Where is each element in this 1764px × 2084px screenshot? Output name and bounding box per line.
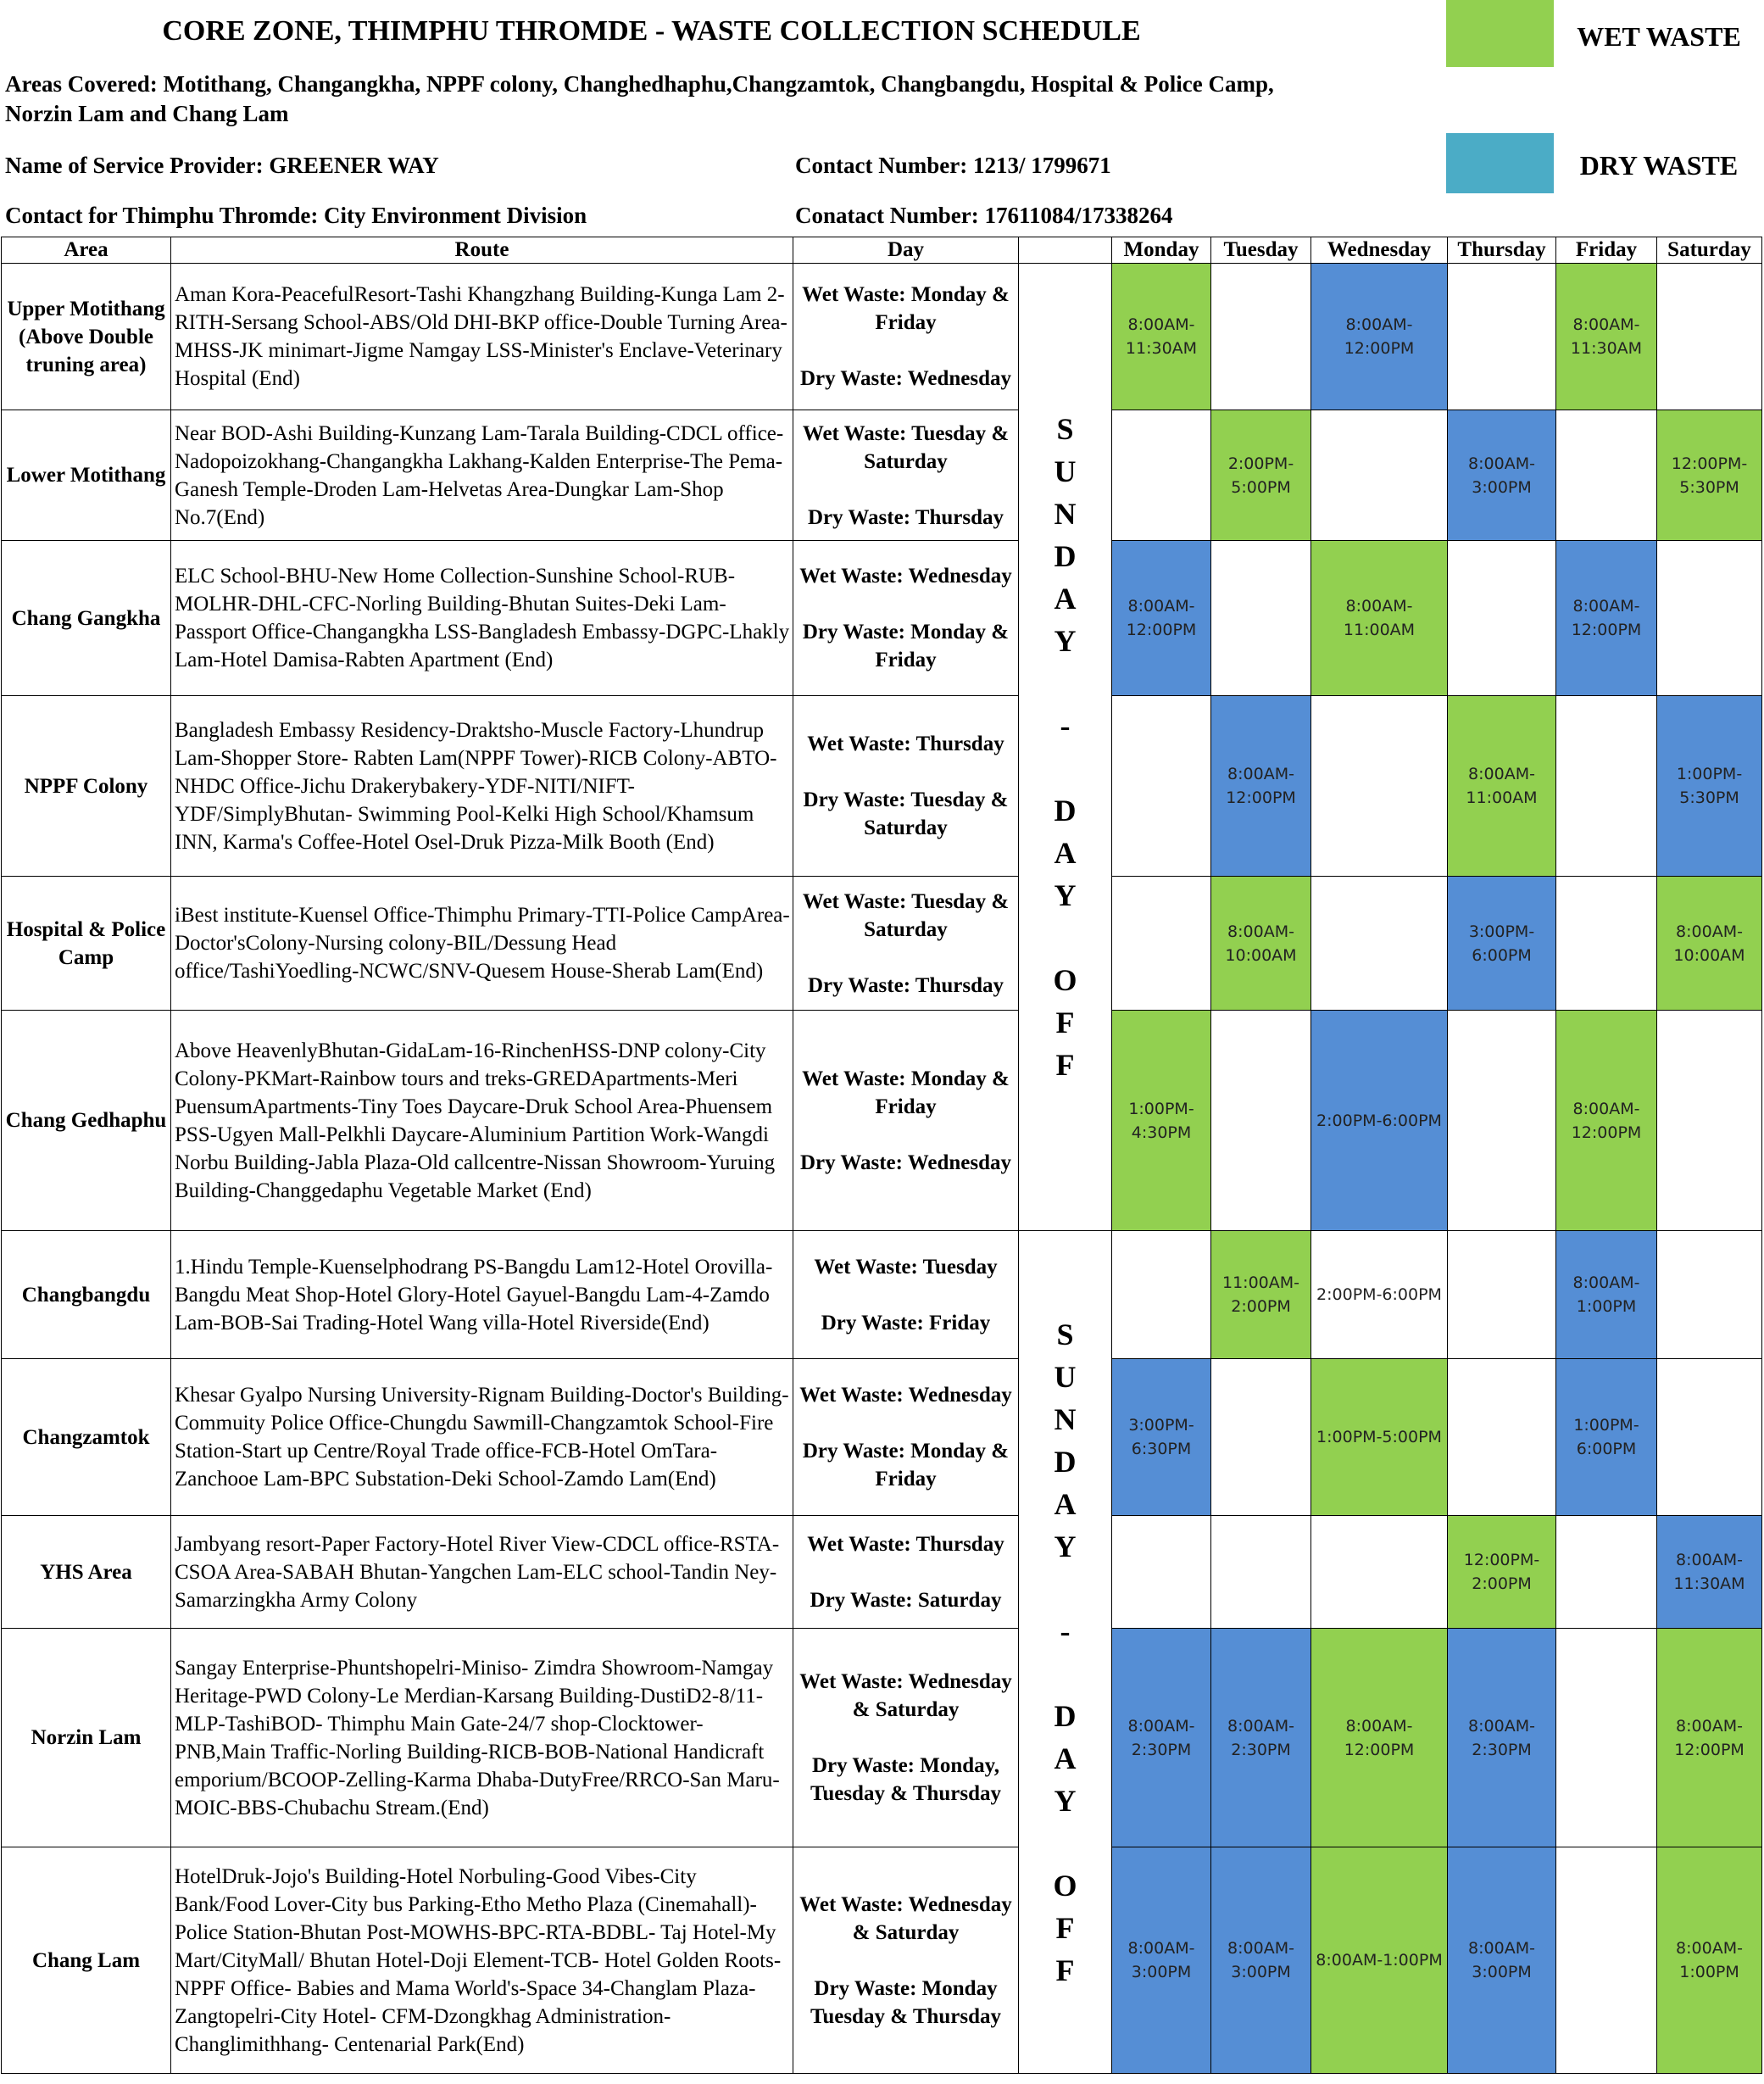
day-spacer [796,1558,1016,1586]
day-spacer [796,944,1016,972]
slot-monday [1112,410,1211,541]
slot-friday: 1:00PM-6:00PM [1556,1359,1657,1516]
slot-friday [1556,1516,1657,1629]
slot-monday: 8:00AM-2:30PM [1112,1629,1211,1847]
slot-thursday [1448,541,1556,696]
slot-monday: 1:00PM-4:30PM [1112,1011,1211,1231]
slot-tuesday [1211,1011,1311,1231]
slot-thursday [1448,264,1556,410]
slot-wednesday: 8:00AM-12:00PM [1311,264,1448,410]
slot-saturday: 8:00AM-1:00PM [1657,1847,1762,2074]
day-cell [793,877,1019,1011]
wet-day-text: Wet Waste: Tuesday & Saturday [802,889,1010,941]
wet-day-text: Wet Waste: Wednesday & Saturday [799,1670,1012,1721]
slot-friday: 8:00AM-12:00PM [1556,541,1657,696]
table-row [2,877,1762,1011]
slot-tuesday [1211,1516,1311,1629]
day-cell [793,1516,1019,1629]
area-cell: Hospital & Police Camp [2,877,171,1011]
slot-wednesday: 8:00AM-12:00PM [1311,1629,1448,1847]
thromde-contact: Contact for Thimphu Thromde: City Environment Division [5,203,587,228]
dry-day-text: Dry Waste: Monday Tuesday & Thursday [810,1976,1002,2028]
slot-monday: 8:00AM-11:30AM [1112,264,1211,410]
day-spacer [796,1409,1016,1437]
area-cell: YHS Area [2,1516,171,1629]
route-cell: iBest institute-Kuensel Office-Thimphu Primary-TTI-Police CampArea-Doctor'sColony-Nursing colony-BIL/Dessung Head office/TashiYoedling-NCWC/SNV-Quesem House-Sherab Lam(End) [171,877,793,1011]
dry-day-text: Dry Waste: Saturday [810,1588,1002,1612]
slot-saturday: 8:00AM-11:30AM [1657,1516,1762,1629]
slot-tuesday: 2:00PM-5:00PM [1211,410,1311,541]
slot-saturday [1657,1359,1762,1516]
slot-thursday: 12:00PM-2:00PM [1448,1516,1556,1629]
area-cell: Chang Gedhaphu [2,1011,171,1231]
day-cell [793,1231,1019,1359]
day-cell [793,696,1019,877]
slot-saturday [1657,264,1762,410]
slot-thursday [1448,1011,1556,1231]
table-row [2,696,1762,877]
table-row [2,1629,1762,1847]
table-header-row [2,237,1762,264]
slot-friday [1556,696,1657,877]
wet-day-text: Wet Waste: Tuesday & Saturday [802,421,1010,473]
slot-monday [1112,1516,1211,1629]
route-cell: Near BOD-Ashi Building-Kunzang Lam-Tarala Building-CDCL office-Nadopoizokhang-Changangkha Lakhang-Kalden Enterprise-The Pema-Ganesh Temple-Droden Lam-Helvetas Area-Dungkar Lam-Shop No.7(End) [171,410,793,541]
slot-saturday: 8:00AM-10:00AM [1657,877,1762,1011]
dry-waste-legend-label: DRY WASTE [1579,150,1739,181]
area-cell: Norzin Lam [2,1629,171,1847]
dry-day-text: Dry Waste: Monday & Friday [802,1440,1010,1491]
slot-tuesday: 8:00AM-12:00PM [1211,696,1311,877]
day-spacer [796,590,1016,618]
provider-contact: Contact Number: 1213/ 1799671 [795,153,1111,178]
dry-day-text: Dry Waste: Thursday [807,505,1004,529]
sunday-day-off-cell [1019,1231,1112,2074]
route-cell: 1.Hindu Temple-Kuenselphodrang PS-Bangdu Lam12-Hotel Orovilla-Bangdu Meat Shop-Hotel Glory-Hotel Gayuel-Bangdu Lam-4-Zamdo Lam-BOB-Sai Trading-Hotel Wang villa-Hotel Riverside(End) [171,1231,793,1359]
dry-day-text: Dry Waste: Monday & Friday [802,621,1010,671]
slot-thursday: 8:00AM-2:30PM [1448,1629,1556,1847]
route-cell: Jambyang resort-Paper Factory-Hotel River View-CDCL office-RSTA-CSOA Area-SABAH Bhutan-Yangchen Lam-ELC school-Tandin Ney-Samarzingkha Army Colony [171,1516,793,1629]
wet-day-text: Wet Waste: Wednesday [799,565,1012,588]
col-header-thursday: Thursday [1448,237,1556,264]
day-cell [793,1011,1019,1231]
day-spacer [796,337,1016,365]
slot-monday: 3:00PM-6:30PM [1112,1359,1211,1516]
wet-day-text: Wet Waste: Wednesday [799,1384,1012,1407]
schedule-table [1,237,1762,2074]
area-cell: NPPF Colony [2,696,171,877]
slot-saturday [1657,541,1762,696]
table-row [2,1011,1762,1231]
day-cell [793,264,1019,410]
day-spacer [796,1121,1016,1149]
sunday-day-off-cell [1019,264,1112,1231]
slot-saturday [1657,1231,1762,1359]
slot-friday [1556,877,1657,1011]
slot-friday: 8:00AM-12:00PM [1556,1011,1657,1231]
dry-day-text: Dry Waste: Thursday [807,973,1004,997]
area-cell: Changbangdu [2,1231,171,1359]
slot-monday [1112,1231,1211,1359]
route-cell: Above HeavenlyBhutan-GidaLam-16-RinchenHSS-DNP colony-City Colony-PKMart-Rainbow tours and treks-GREDApartments-Meri PuensumApartments-Tiny Toes Daycare-Druk School Area-Phuensem PSS-Ugyen Mall-Pelkhli Daycare-Aluminium Partition Work-Wangdi Norbu Building-Jabla Plaza-Old callcentre-Nissan Showroom-Yuruing Building-Changgedaphu Vegetable Market (End) [171,1011,793,1231]
dry-day-text: Dry Waste: Monday, Tuesday & Thursday [810,1754,1002,1805]
col-header-saturday: Saturday [1657,237,1762,264]
area-cell: Chang Lam [2,1847,171,2074]
sunday-day-off-text: S U N D A Y - D A Y O F F [1053,412,1077,1082]
wet-waste-legend-label: WET WASTE [1577,21,1741,52]
day-cell [793,1629,1019,1847]
col-header-day: Day [793,237,1019,264]
day-spacer [796,476,1016,504]
table-row [2,541,1762,696]
slot-monday [1112,696,1211,877]
slot-saturday: 1:00PM-5:30PM [1657,696,1762,877]
wet-day-text: Wet Waste: Monday & Friday [802,283,1010,334]
route-cell: Bangladesh Embassy Residency-Draktsho-Muscle Factory-Lhundrup Lam-Shopper Store- Rabten Lam(NPPF Tower)-RICB Colony-ABTO-NHDC Office-Jichu Drakerybakery-YDF-NITI/NIFT-YDF/SimplyBhutan- Swimming Pool-Kelki High School/Khamsum INN, Karma's Coffee-Hotel Osel-Druk Pizza-Milk Booth (End) [171,696,793,877]
route-cell: HotelDruk-Jojo's Building-Hotel Norbuling-Good Vibes-City Bank/Food Lover-City bus Parking-Etho Metho Plaza (Cinemahall)-Police Station-Bhutan Post-MOWHS-BPC-RTA-BDBL- Taj Hotel-My Mart/CityMall/ Bhutan Hotel-Doji Element-TCB- Hotel Golden Roots-NPPF Office- Babies and Mama World's-Space 34-Changlam Plaza-Zangtopelri-City Hotel- CFM-Dzongkhag Administration- Changlimithhang- Centenarial Park(End) [171,1847,793,2074]
slot-wednesday [1311,1516,1448,1629]
table-row [2,264,1762,410]
slot-monday: 8:00AM-3:00PM [1112,1847,1211,2074]
slot-wednesday: 8:00AM-1:00PM [1311,1847,1448,2074]
slot-thursday: 8:00AM-11:00AM [1448,696,1556,877]
sunday-day-off-text: S U N D A Y - D A Y O F F [1053,1317,1077,1987]
slot-wednesday [1311,877,1448,1011]
col-header-route: Route [171,237,793,264]
slot-saturday: 8:00AM-12:00PM [1657,1629,1762,1847]
slot-wednesday: 2:00PM-6:00PM [1311,1011,1448,1231]
table-row [2,1516,1762,1629]
route-cell: Khesar Gyalpo Nursing University-Rignam Building-Doctor's Building-Commuity Police Office-Chungdu Sawmill-Changzamtok School-Fire Station-Start up Centre/Royal Trade office-FCB-Hotel OmTara-Zanchooe Lam-BPC Substation-Deki School-Zamdo Lam(End) [171,1359,793,1516]
wet-day-text: Wet Waste: Thursday [807,1532,1004,1556]
slot-tuesday [1211,264,1311,410]
day-cell [793,1847,1019,2074]
area-cell: Upper Motithang (Above Double truning area) [2,264,171,410]
slot-thursday [1448,1359,1556,1516]
slot-wednesday: 2:00PM-6:00PM [1311,1231,1448,1359]
col-header-area: Area [2,237,171,264]
day-spacer [796,1724,1016,1752]
col-header-tuesday: Tuesday [1211,237,1311,264]
slot-tuesday: 8:00AM-2:30PM [1211,1629,1311,1847]
wet-day-text: Wet Waste: Thursday [807,733,1004,755]
slot-thursday [1448,1231,1556,1359]
slot-wednesday [1311,410,1448,541]
col-header-blank [1019,237,1112,264]
route-cell: Aman Kora-PeacefulResort-Tashi Khangzhang Building-Kunga Lam 2- RITH-Sersang School-ABS/Old DHI-BKP office-Double Turning Area-MHSS-JK minimart-Jigme Namgay LSS-Minister's Enclave-Veterinary Hospital (End) [171,264,793,410]
wet-waste-swatch [1446,0,1554,67]
day-spacer [796,1281,1016,1309]
day-spacer [796,758,1016,786]
area-cell: Changzamtok [2,1359,171,1516]
slot-thursday: 3:00PM-6:00PM [1448,877,1556,1011]
slot-tuesday: 8:00AM-10:00AM [1211,877,1311,1011]
table-row [2,1231,1762,1359]
areas-covered: Areas Covered: Motithang, Changangkha, NPPF colony, Changhedhaphu,Changzamtok, Changbangdu, Hospital & Police Camp, Norzin Lam and Chang Lam [5,71,1274,126]
slot-friday [1556,410,1657,541]
area-cell: Lower Motithang [2,410,171,541]
slot-wednesday: 8:00AM-11:00AM [1311,541,1448,696]
table-row [2,1847,1762,2074]
table-row [2,410,1762,541]
col-header-wednesday: Wednesday [1311,237,1448,264]
slot-friday: 8:00AM-11:30AM [1556,264,1657,410]
route-cell: ELC School-BHU-New Home Collection-Sunshine School-RUB-MOLHR-DHL-CFC-Norling Building-Bhutan Suites-Deki Lam-Passport Office-Changangkha LSS-Bangladesh Embassy-DGPC-Lhakly Lam-Hotel Damisa-Rabten Apartment (End) [171,541,793,696]
slot-wednesday [1311,696,1448,877]
slot-tuesday: 11:00AM-2:00PM [1211,1231,1311,1359]
wet-day-text: Wet Waste: Monday & Friday [802,1067,1010,1118]
slot-wednesday: 1:00PM-5:00PM [1311,1359,1448,1516]
slot-friday: 8:00AM-1:00PM [1556,1231,1657,1359]
route-cell: Sangay Enterprise-Phuntshopelri-Miniso- Zimdra Showroom-Namgay Heritage-PWD Colony-Le Merdian-Karsang Building-DustiD2-8/11-MLP-TashiBOD- Thimphu Main Gate-24/7 shop-Clocktower-PNB,Main Traffic-Norling Building-RICB-BOB-National Handicraft emporium/BCOOP-Zelling-Karma Dhaba-DutyFree/RRCO-San Maru-MOIC-BBS-Chubachu Stream.(End) [171,1629,793,1847]
day-cell [793,1359,1019,1516]
service-provider: Name of Service Provider: GREENER WAY [5,153,439,178]
dry-day-text: Dry Waste: Tuesday & Saturday [803,788,1009,839]
slot-tuesday [1211,541,1311,696]
slot-saturday: 12:00PM-5:30PM [1657,410,1762,541]
slot-monday [1112,877,1211,1011]
slot-friday [1556,1629,1657,1847]
page-title: CORE ZONE, THIMPHU THROMDE - WASTE COLLECTION SCHEDULE [162,15,1141,47]
slot-saturday [1657,1011,1762,1231]
slot-tuesday: 8:00AM-3:00PM [1211,1847,1311,2074]
thromde-number: Conatact Number: 17611084/17338264 [795,203,1173,228]
dry-waste-swatch [1446,133,1554,193]
col-header-friday: Friday [1556,237,1657,264]
slot-thursday: 8:00AM-3:00PM [1448,410,1556,541]
table-row [2,1359,1762,1516]
day-spacer [796,1947,1016,1975]
area-cell: Chang Gangkha [2,541,171,696]
dry-day-text: Dry Waste: Wednesday [799,1151,1012,1174]
day-cell [793,541,1019,696]
wet-day-text: Wet Waste: Wednesday & Saturday [799,1892,1012,1944]
col-header-monday: Monday [1112,237,1211,264]
day-cell [793,410,1019,541]
dry-day-text: Dry Waste: Friday [821,1311,991,1335]
slot-monday: 8:00AM-12:00PM [1112,541,1211,696]
slot-thursday: 8:00AM-3:00PM [1448,1847,1556,2074]
slot-tuesday [1211,1359,1311,1516]
slot-friday [1556,1847,1657,2074]
wet-day-text: Wet Waste: Tuesday [814,1255,998,1279]
dry-day-text: Dry Waste: Wednesday [799,367,1012,390]
